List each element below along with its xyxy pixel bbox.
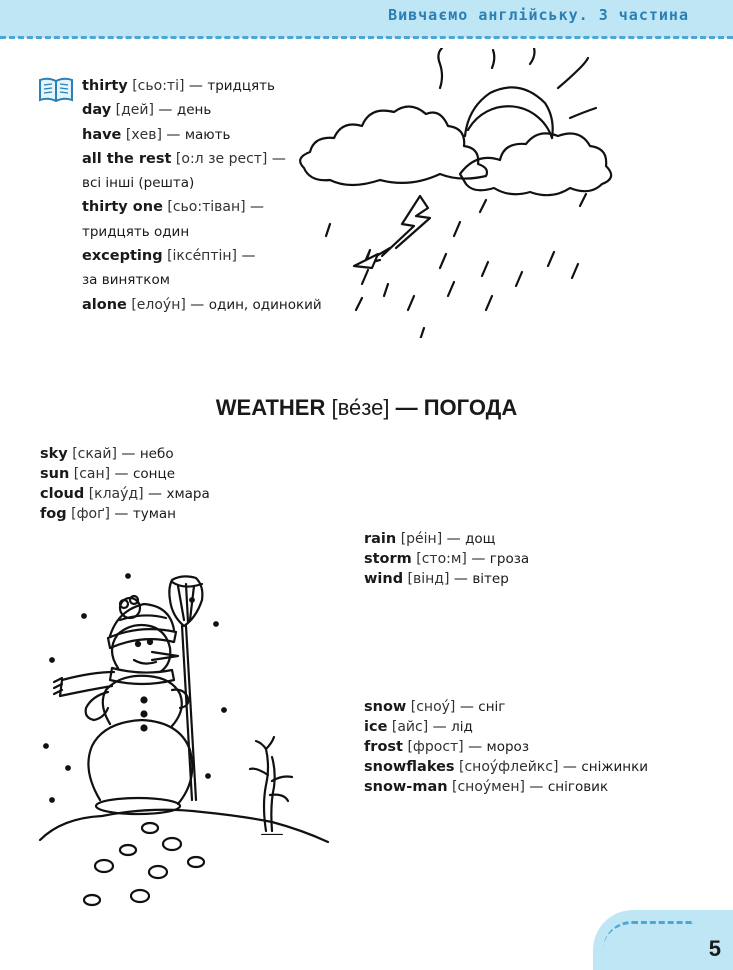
- vocab-word: storm: [364, 551, 412, 567]
- dash: —: [468, 739, 483, 755]
- vocab-meaning-wrap: [82, 173, 322, 197]
- dash: —: [529, 779, 544, 795]
- vocab-transcription: [дей]: [115, 102, 154, 119]
- vocab-transcription: [елоу́н]: [131, 296, 186, 313]
- vocab-word: ice: [364, 719, 388, 735]
- vocab-list-top: [82, 76, 322, 319]
- vocab-meaning: один, одинокий: [208, 296, 322, 313]
- vocab-meaning: мороз: [486, 739, 529, 755]
- vocab-entry: [82, 246, 322, 270]
- vocab-entry: [82, 125, 322, 149]
- vocab-transcription: [вінд]: [407, 571, 450, 587]
- page-number: 5: [708, 936, 721, 961]
- vocab-word: excepting: [82, 248, 163, 265]
- vocab-meaning: небо: [139, 446, 174, 462]
- vocab-entry: [40, 464, 210, 484]
- section-title: [0, 395, 733, 421]
- vocab-word: day: [82, 102, 112, 119]
- vocab-transcription: [хев]: [125, 126, 162, 143]
- vocab-meaning: день: [176, 102, 212, 119]
- vocab-transcription: [о:л зе рест]: [175, 150, 268, 167]
- dash: —: [250, 199, 265, 216]
- vocab-meaning: сніг: [478, 699, 506, 715]
- vocab-meaning-wrap: [82, 270, 322, 294]
- vocab-word: wind: [364, 571, 404, 587]
- vocab-entry: [364, 569, 529, 589]
- vocab-transcription: [фрост]: [407, 739, 464, 755]
- vocab-word: alone: [82, 296, 127, 313]
- header-title: Вивчаємо англійську. 3 частина: [388, 6, 689, 24]
- vocab-entry: [82, 149, 322, 173]
- dash: —: [188, 78, 203, 94]
- dash: —: [459, 699, 474, 715]
- vocab-meaning: за винятком: [82, 272, 170, 289]
- vocab-transcription: [сьо:ті]: [132, 78, 185, 94]
- vocab-transcription: [клау́д]: [88, 486, 144, 502]
- dash: —: [190, 296, 205, 313]
- vocab-meaning: туман: [132, 506, 176, 522]
- vocab-entry: [40, 504, 210, 524]
- vocab-word: sky: [40, 446, 68, 462]
- dash: —: [446, 531, 461, 547]
- vocab-entry: [82, 76, 322, 100]
- vocab-entry: [364, 717, 648, 737]
- dash: —: [432, 719, 447, 735]
- vocab-meaning: гроза: [489, 551, 530, 567]
- vocab-list-sky: [40, 444, 210, 524]
- vocab-word: sun: [40, 466, 70, 482]
- vocab-entry: [40, 444, 210, 464]
- vocab-meaning: лід: [451, 719, 473, 735]
- vocab-transcription: [сноу́]: [410, 699, 456, 715]
- vocab-entry: [364, 529, 529, 549]
- vocab-meaning: тридцять один: [82, 223, 190, 240]
- weather-illustration: [290, 48, 620, 338]
- vocab-word: cloud: [40, 486, 85, 502]
- footer-divider: [603, 921, 693, 950]
- vocab-entry: [364, 777, 648, 797]
- vocab-entry: [364, 737, 648, 757]
- vocab-transcription: [сноу́флейкс]: [459, 759, 559, 775]
- dash: —: [166, 126, 181, 143]
- vocab-transcription: [сьо:тіван]: [167, 199, 246, 216]
- vocab-entry: [82, 100, 322, 124]
- vocab-entry: [40, 484, 210, 504]
- vocab-list-rain: [364, 529, 529, 589]
- dash: —: [471, 551, 486, 567]
- vocab-meaning: мають: [184, 126, 231, 143]
- vocab-transcription: [скай]: [72, 446, 117, 462]
- dash: —: [241, 248, 256, 265]
- section-title-word: WEATHER: [215, 395, 326, 420]
- vocab-transcription: [фоґ]: [71, 506, 110, 522]
- section-title-meaning: ПОГОДА: [423, 395, 518, 420]
- vocab-entry: [364, 757, 648, 777]
- vocab-transcription: [ре́ін]: [400, 531, 443, 547]
- vocab-transcription: [сан]: [73, 466, 111, 482]
- dash: —: [158, 102, 173, 119]
- dash: —: [148, 486, 163, 502]
- bare-tree-illustration: [236, 735, 306, 835]
- vocab-word: rain: [364, 531, 397, 547]
- dash: —: [453, 571, 468, 587]
- vocab-transcription: [сто:м]: [416, 551, 467, 567]
- vocab-entry: [82, 295, 322, 319]
- vocab-meaning: всі інші (решта): [82, 175, 195, 192]
- vocab-word: thirty: [82, 78, 128, 94]
- section-title-transcription: [ве́зе]: [331, 395, 390, 420]
- dash: —: [114, 506, 129, 522]
- vocab-meaning-wrap: [82, 222, 322, 246]
- dash: —: [114, 466, 129, 482]
- vocab-word: frost: [364, 739, 403, 755]
- vocab-transcription: [айс]: [391, 719, 429, 735]
- vocab-word: thirty one: [82, 199, 163, 216]
- vocab-meaning: сонце: [133, 466, 176, 482]
- dash: —: [271, 150, 286, 167]
- header-divider: [0, 36, 733, 39]
- vocab-entry: [364, 697, 648, 717]
- vocab-word: fog: [40, 506, 67, 522]
- vocab-word: snow-man: [364, 779, 448, 795]
- dash: —: [121, 446, 136, 462]
- vocab-meaning: сніговик: [547, 779, 609, 795]
- vocab-meaning: тридцять: [207, 78, 275, 94]
- dash: —: [395, 395, 418, 420]
- vocab-meaning: вітер: [472, 571, 509, 587]
- vocab-entry: [82, 197, 322, 221]
- vocab-entry: [364, 549, 529, 569]
- dash: —: [562, 759, 577, 775]
- vocab-word: snowflakes: [364, 759, 455, 775]
- vocab-list-snow: [364, 697, 648, 797]
- vocab-transcription: [сноу́мен]: [452, 779, 525, 795]
- vocab-word: snow: [364, 699, 407, 715]
- vocab-word: all the rest: [82, 150, 172, 167]
- vocab-meaning: дощ: [465, 531, 496, 547]
- vocab-meaning: хмара: [166, 486, 210, 502]
- vocab-meaning: сніжинки: [581, 759, 649, 775]
- vocab-word: have: [82, 126, 122, 143]
- vocab-transcription: [іксе́птін]: [167, 248, 237, 265]
- open-book-icon: [38, 76, 74, 104]
